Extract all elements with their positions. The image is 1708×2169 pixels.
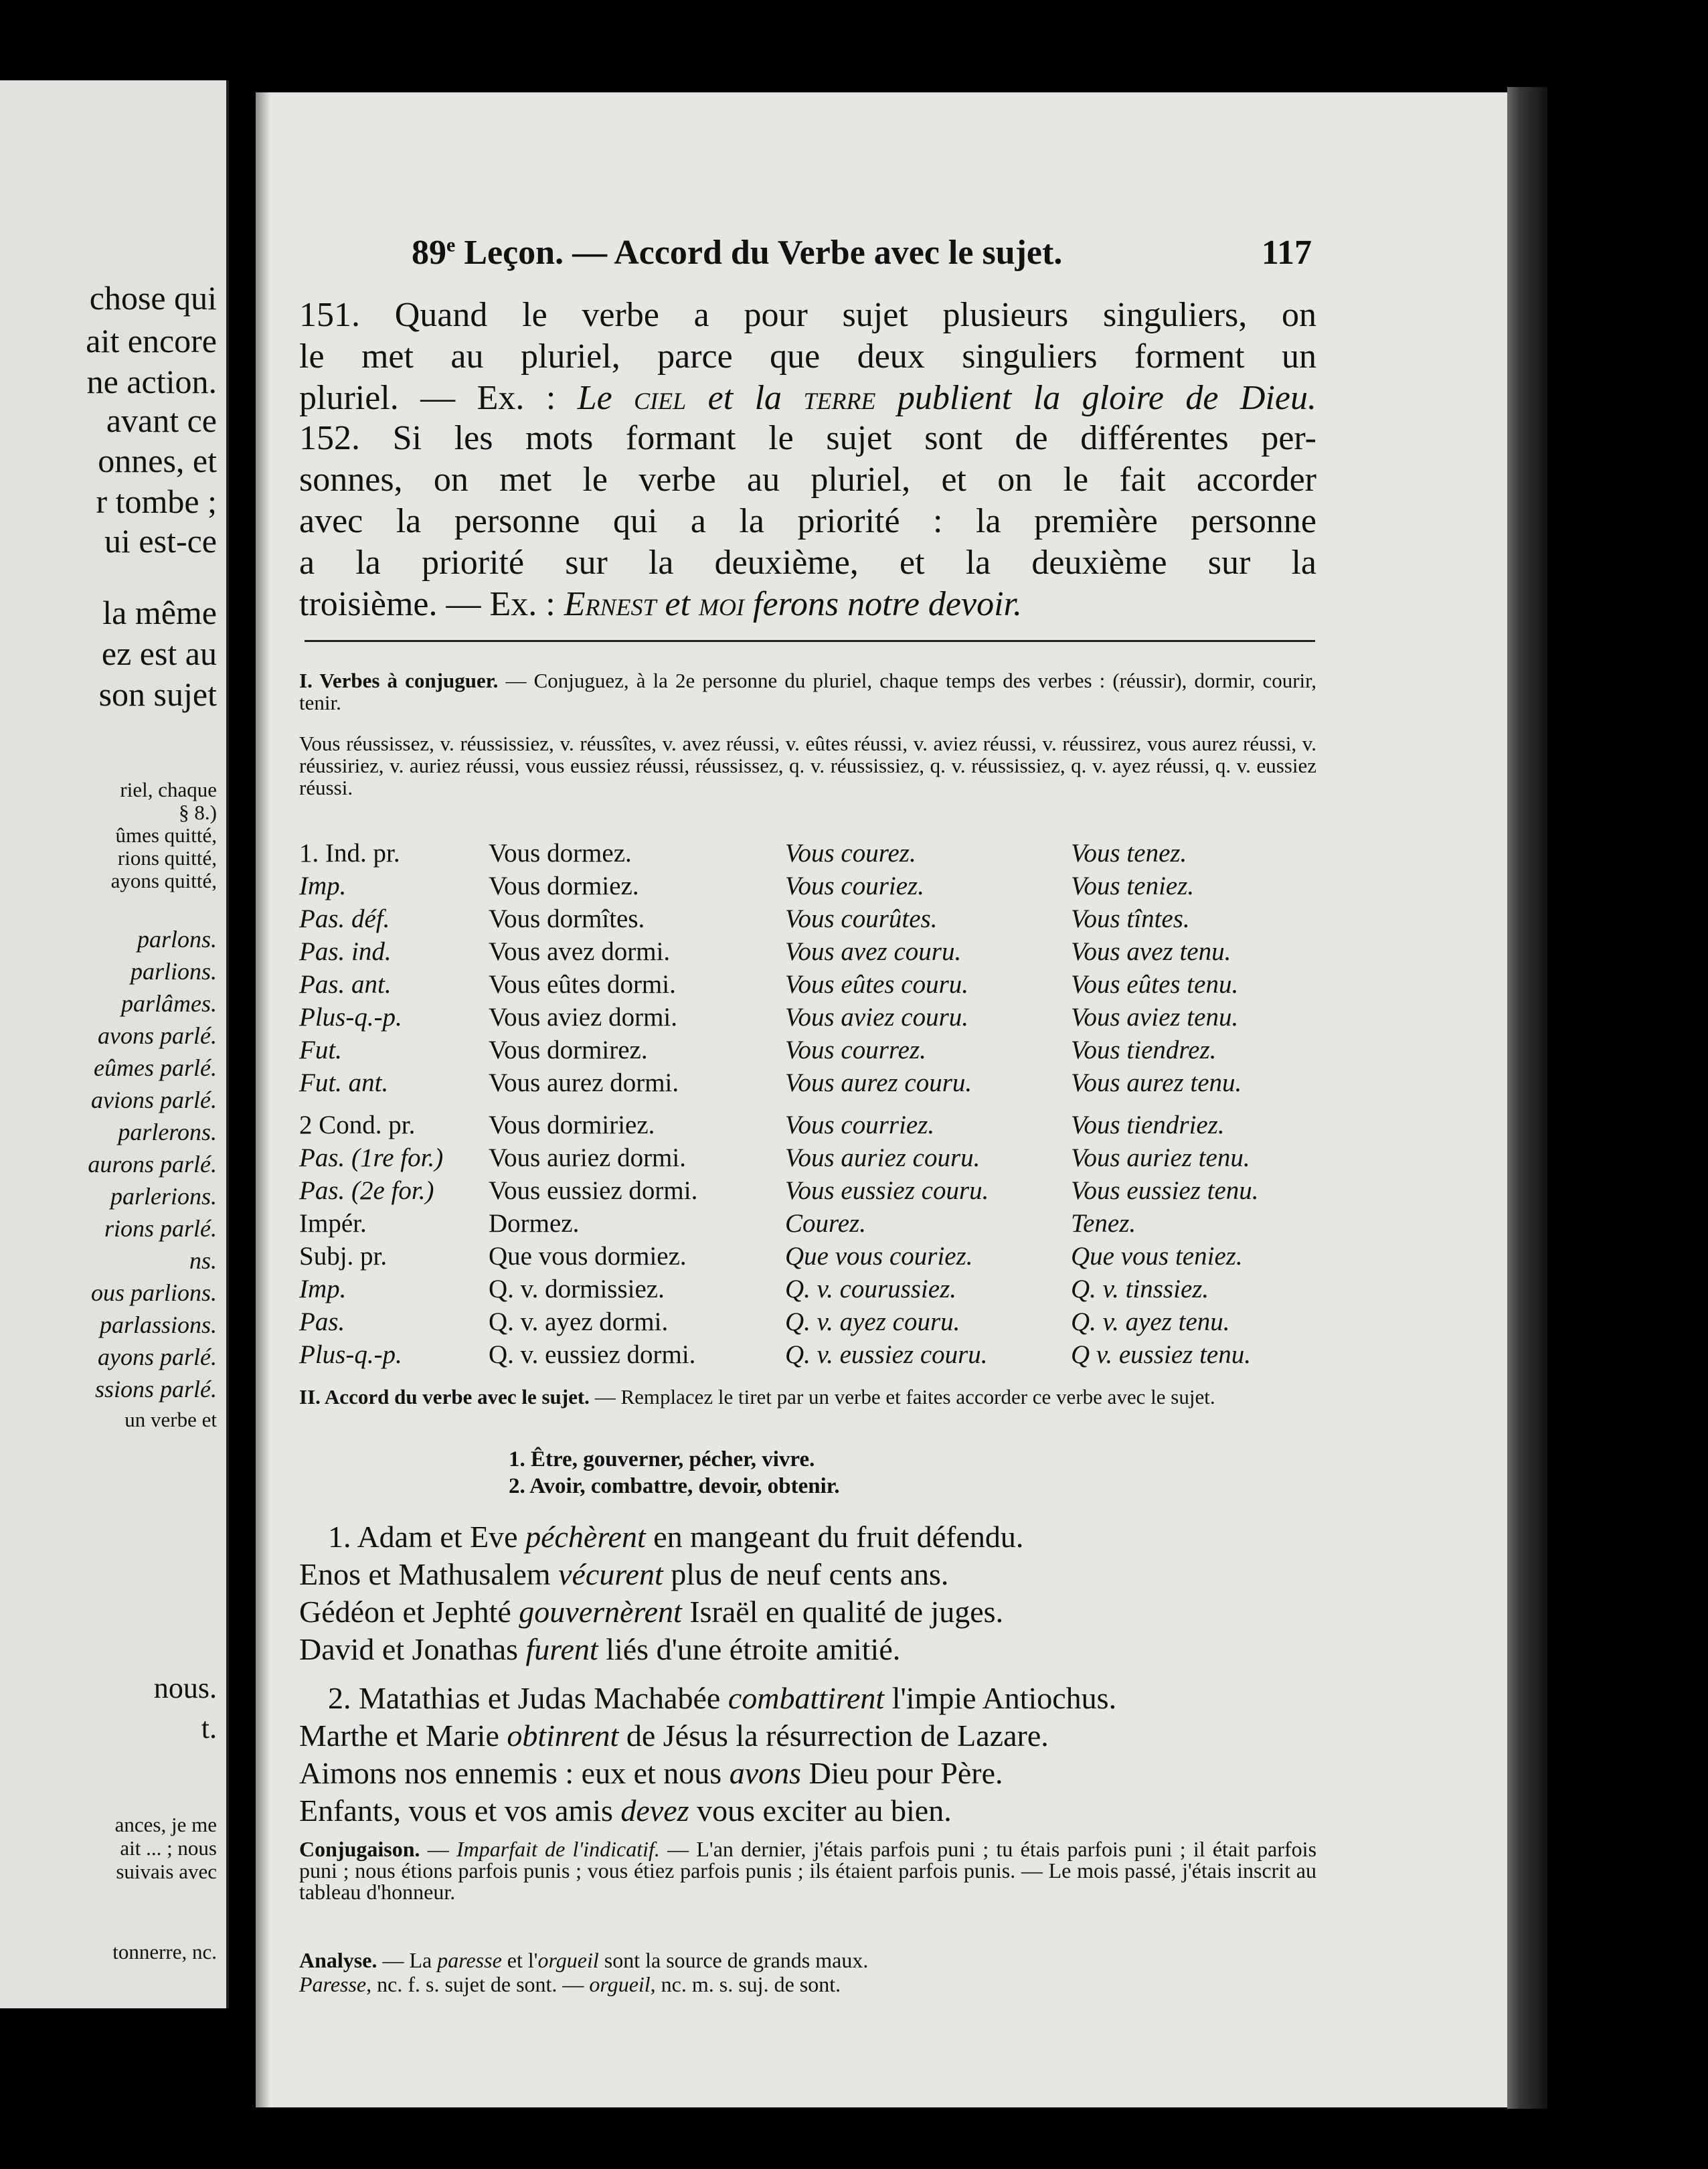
conjugation-row — [299, 1274, 1316, 1305]
left-page-line: ui est-ce — [104, 522, 217, 560]
conjugation-row — [299, 1307, 1316, 1338]
rule-line: le met au pluriel, parce que deux singuliers forment un — [299, 337, 1316, 376]
tense-label: 1. Ind. pr. — [299, 839, 400, 868]
conj-dormir: Que vous dormiez. — [489, 1242, 687, 1271]
example-subject: terre — [803, 379, 876, 417]
sentence-text: plus de neuf cents ans. — [663, 1557, 949, 1591]
left-page-line: parlons. — [137, 926, 217, 953]
conj-dormir: Vous eussiez dormi. — [489, 1176, 698, 1205]
exercise-1-heading: I. Verbes à conjuguer. — [299, 669, 499, 692]
tense-label: Imp. — [299, 1275, 347, 1303]
exercise-2-text: — Remplacez le tiret par un verbe et faites accorder ce verbe avec le sujet. — [589, 1385, 1215, 1409]
sentence-verb: combattirent — [728, 1681, 885, 1715]
left-page-line: ayons quitté, — [110, 869, 217, 892]
exercise-1-instruction — [299, 669, 1316, 714]
tense-label: Pas. ind. — [299, 937, 392, 966]
conj-dormir: Vous dormirez. — [489, 1036, 648, 1064]
left-page-line: la même — [102, 594, 217, 631]
rule-line: sonnes, on met le verbe au pluriel, et on le fait accorder — [299, 461, 1316, 499]
conj-courir: Vous courriez. — [785, 1111, 935, 1139]
conj-dormir: Dormez. — [489, 1209, 580, 1238]
sentence-verb: obtinrent — [507, 1718, 619, 1753]
rule-line: avec la personne qui a la priorité : la première personne — [299, 502, 1316, 540]
sentence-text: Enos et Mathusalem — [299, 1557, 559, 1591]
verb-list-2: 2. Avoir, combattre, devoir, obtenir. — [509, 1474, 840, 1498]
rule-152 — [299, 418, 1316, 625]
example-text: publient la gloire de Dieu. — [875, 379, 1317, 417]
conj-courir: Vous avez couru. — [785, 937, 962, 966]
conj-tenir: Vous avez tenu. — [1071, 937, 1231, 966]
sentence-verb: gouvernèrent — [519, 1595, 682, 1629]
conj-tenir: Vous aviez tenu. — [1071, 1003, 1239, 1032]
conj-dormir: Vous eûtes dormi. — [489, 970, 676, 999]
conj-courir: Vous aurez couru. — [785, 1068, 972, 1097]
left-page-line: chose qui — [89, 279, 217, 317]
sentence-text: 2. Matathias et Judas Machabée — [328, 1681, 728, 1715]
exercise-1-text: — Conjuguez, à la 2e personne du pluriel, chaque temps des verbes : (réussir), dormir, courir, tenir. — [299, 669, 1316, 714]
left-page-line: avions parlé. — [91, 1087, 217, 1113]
tense-label: Pas. (2e for.) — [299, 1176, 434, 1205]
analyse-word: Paresse — [299, 1972, 367, 1996]
conj-courir: Vous courez. — [785, 839, 916, 868]
left-page-line: ûmes quitté, — [115, 823, 217, 847]
conjugation-row — [299, 1208, 1316, 1239]
conj-tenir: Tenez. — [1071, 1209, 1136, 1238]
left-page-line: suivais avec — [116, 1860, 217, 1883]
left-page-line: avons parlé. — [98, 1022, 217, 1049]
conj-dormir: Vous avez dormi. — [489, 937, 671, 966]
sentence-verb: vécurent — [558, 1557, 663, 1591]
rule-example-line — [299, 584, 1316, 625]
left-page-line: parlerons. — [118, 1119, 217, 1145]
conj-dormir: Vous dormiriez. — [489, 1111, 655, 1139]
tense-label: Pas. déf. — [299, 904, 390, 933]
conj-tenir: Q. v. tinssiez. — [1071, 1275, 1209, 1303]
left-page-line: eûmes parlé. — [94, 1054, 217, 1081]
example-sentence — [299, 1717, 1316, 1755]
tense-label: Fut. — [299, 1036, 342, 1064]
example-text: ferons notre devoir. — [744, 585, 1022, 623]
conjugaison-dash: — — [420, 1837, 456, 1861]
conjugation-row — [299, 1176, 1316, 1206]
conj-courir: Q. v. ayez couru. — [785, 1307, 960, 1336]
rule-line: a la priorité sur la deuxième, et la deuxième sur la — [299, 544, 1316, 582]
left-page-line: parlassions. — [99, 1311, 217, 1338]
conj-dormir: Vous auriez dormi. — [489, 1143, 686, 1172]
sentence-text: Gédéon et Jephté — [299, 1595, 519, 1629]
conj-dormir: Vous aurez dormi. — [489, 1068, 679, 1097]
sentence-text: Marthe et Marie — [299, 1718, 507, 1753]
conjugation-row — [299, 838, 1316, 869]
conj-tenir: Vous auriez tenu. — [1071, 1143, 1250, 1172]
sentence-text: de Jésus la résurrection de Lazare. — [618, 1718, 1049, 1753]
lesson-title — [412, 233, 1062, 272]
conj-courir: Vous eussiez couru. — [785, 1176, 989, 1205]
tense-label: Pas. ant. — [299, 970, 392, 999]
conjugation-row — [299, 904, 1316, 935]
exercise-1-model: Vous réussissez, v. réussissiez, v. réussîtes, v. avez réussi, v. eûtes réussi, v. aviez réussi, v. réussirez, vous aurez réussi, v. réussiriez, v. auriez réussi, vous eussiez réussi, réussissez, q. v. réussissiez, q. v. réussissiez, q. v. ayez réussi, q. v. eussiez réussi. — [299, 732, 1316, 799]
conjugation-row — [299, 937, 1316, 967]
left-page-line: parlâmes. — [121, 990, 217, 1017]
sentence-text: liés d'une étroite amitié. — [598, 1632, 901, 1666]
exercise-2-heading: II. Accord du verbe avec le sujet. — [299, 1385, 590, 1409]
analyse-word: paresse — [437, 1948, 502, 1972]
example-sentence — [299, 1792, 1316, 1830]
tense-label: Pas. — [299, 1307, 345, 1336]
sentence-text: Israël en qualité de juges. — [681, 1595, 1004, 1629]
page-edge-shadow — [1507, 87, 1547, 2109]
left-page-line: rions quitté, — [117, 846, 217, 870]
conj-tenir: Vous aurez tenu. — [1071, 1068, 1242, 1097]
conjugation-row — [299, 871, 1316, 902]
sentence-verb: devez — [620, 1793, 689, 1828]
previous-page-fragment — [0, 80, 229, 2008]
example-subject: Ernest — [564, 585, 657, 623]
conj-courir: Vous auriez couru. — [785, 1143, 980, 1172]
conj-courir: Vous aviez couru. — [785, 1003, 969, 1032]
analyse-line-2 — [299, 1974, 1316, 1996]
conjugation-row — [299, 1340, 1316, 1370]
sentence-text: Aimons nos ennemis : eux et nous — [299, 1756, 730, 1790]
conjugation-row — [299, 1143, 1316, 1174]
tense-label: 2 Cond. pr. — [299, 1111, 416, 1139]
conj-courir: Courez. — [785, 1209, 866, 1238]
left-page-line: ous parlions. — [90, 1279, 217, 1306]
left-page-line: tonnerre, nc. — [112, 1940, 217, 1963]
example-subject: moi — [699, 585, 745, 623]
left-page-line: parlions. — [130, 958, 217, 985]
left-page-line: ayons parlé. — [98, 1344, 217, 1370]
conj-tenir: Vous eussiez tenu. — [1071, 1176, 1259, 1205]
analyse-text: — La — [377, 1948, 438, 1972]
conj-tenir: Q. v. ayez tenu. — [1071, 1307, 1230, 1336]
sentence-text: l'impie Antiochus. — [884, 1681, 1117, 1715]
exercise-2-instruction — [299, 1386, 1316, 1408]
analyse-text: sont la source de grands maux. — [598, 1948, 869, 1972]
left-page-line: ne action. — [86, 363, 217, 400]
example-text: et — [656, 585, 699, 623]
conj-dormir: Vous dormiez. — [489, 872, 639, 900]
left-page-line: t. — [201, 1712, 217, 1745]
verb-list-1: 1. Être, gouverner, pécher, vivre. — [509, 1447, 815, 1471]
example-subject: ciel — [634, 379, 687, 417]
analyse-text: , nc. f. s. sujet de sont. — — [366, 1972, 590, 1996]
left-page-line: ns. — [189, 1247, 217, 1274]
conjugation-row — [299, 1068, 1316, 1099]
example-text: et la — [686, 379, 804, 417]
left-page-line: nous. — [153, 1672, 217, 1704]
conj-tenir: Vous tîntes. — [1071, 904, 1190, 933]
lesson-number: 89 — [412, 234, 446, 272]
left-page-line: riel, chaque — [120, 778, 217, 801]
conjugaison-label: Conjugaison. — [299, 1837, 420, 1861]
example-sentence — [299, 1755, 1316, 1792]
left-page-line: ssions parlé. — [94, 1376, 217, 1402]
conj-dormir: Vous aviez dormi. — [489, 1003, 677, 1032]
example-sentence — [299, 1556, 1316, 1593]
conj-dormir: Vous dormez. — [489, 839, 632, 868]
example-sentence — [299, 1631, 1316, 1668]
sentence-text: vous exciter au bien. — [689, 1793, 952, 1828]
sentence-verb: furent — [525, 1632, 598, 1666]
rule-line: 151. Quand le verbe a pour sujet plusieurs singuliers, on — [299, 296, 1316, 334]
analyse-text: , nc. m. s. suj. de sont. — [650, 1972, 841, 1996]
tense-label: Plus-q.-p. — [299, 1340, 402, 1369]
conj-tenir: Q v. eussiez tenu. — [1071, 1340, 1251, 1369]
left-page-line: § 8.) — [179, 801, 217, 824]
conj-tenir: Vous tenez. — [1071, 839, 1187, 868]
conjugation-row — [299, 969, 1316, 1000]
analyse-line-1 — [299, 1949, 1316, 1972]
example-text: Le — [577, 379, 634, 417]
conj-courir: Que vous couriez. — [785, 1242, 973, 1271]
conjugaison-text: — L'an dernier, j'étais parfois puni ; tu étais parfois puni ; il était parfois puni ; nous étions parfois punis ; vous étiez parfois punis ; ils étaient parfois punis. — Le mois passé, j'étais inscrit au tableau d'honneur. — [299, 1837, 1317, 1904]
tense-label: Impér. — [299, 1209, 367, 1238]
rule-line: 152. Si les mots formant le sujet sont de différentes per- — [299, 419, 1316, 457]
left-page-line: rions parlé. — [104, 1215, 217, 1242]
sentence-text: 1. Adam et Eve — [328, 1520, 526, 1554]
conj-courir: Q. v. eussiez couru. — [785, 1340, 988, 1369]
lesson-title-text: Leçon. — Accord du Verbe avec le sujet. — [455, 234, 1063, 272]
sentence-verb: avons — [729, 1756, 802, 1790]
left-page-line: onnes, et — [98, 442, 217, 479]
conj-courir: Q. v. courussiez. — [785, 1275, 956, 1303]
conjugaison-block — [299, 1838, 1316, 1903]
page-number: 117 — [1261, 234, 1312, 272]
conj-courir: Vous courrez. — [785, 1036, 926, 1064]
conjugation-row — [299, 1241, 1316, 1272]
tense-label: Plus-q.-p. — [299, 1003, 402, 1032]
left-page-line: ait ... ; nous — [120, 1836, 217, 1860]
conj-tenir: Que vous teniez. — [1071, 1242, 1243, 1271]
conj-tenir: Vous tiendrez. — [1071, 1036, 1217, 1064]
tense-label: Pas. (1re for.) — [299, 1143, 444, 1172]
page-gutter-shadow — [256, 92, 270, 2107]
rule-text: pluriel. — Ex. : — [299, 379, 578, 417]
analyse-label: Analyse. — [299, 1948, 377, 1972]
tense-label: Subj. pr. — [299, 1242, 388, 1271]
left-page-line: ances, je me — [114, 1813, 217, 1836]
conj-dormir: Vous dormîtes. — [489, 904, 645, 933]
left-page-line: r tombe ; — [96, 483, 217, 520]
conj-dormir: Q. v. eussiez dormi. — [489, 1340, 696, 1369]
left-page-line: ez est au — [101, 635, 217, 672]
conj-dormir: Q. v. dormissiez. — [489, 1275, 665, 1303]
conj-tenir: Vous tiendriez. — [1071, 1111, 1225, 1139]
left-page-line: aurons parlé. — [88, 1151, 217, 1178]
left-page-line: son sujet — [98, 675, 217, 713]
running-head — [412, 233, 1312, 270]
conjugaison-subject: Imparfait de l'indicatif. — [456, 1837, 660, 1861]
lesson-number-sup: e — [446, 234, 456, 256]
analyse-word: orgueil — [537, 1948, 599, 1972]
conj-courir: Vous eûtes couru. — [785, 970, 969, 999]
left-page-line: un verbe et — [124, 1408, 217, 1431]
conj-dormir: Q. v. ayez dormi. — [489, 1307, 669, 1336]
section-divider — [305, 640, 1315, 642]
conj-tenir: Vous eûtes tenu. — [1071, 970, 1239, 999]
analyse-word: orgueil — [589, 1972, 651, 1996]
sentence-text: en mangeant du fruit défendu. — [645, 1520, 1024, 1554]
conj-tenir: Vous teniez. — [1071, 872, 1195, 900]
rule-example-line — [299, 378, 1316, 419]
conjugation-row — [299, 1035, 1316, 1066]
sentence-text: Enfants, vous et vos amis — [299, 1793, 621, 1828]
tense-label: Fut. ant. — [299, 1068, 389, 1097]
conjugation-row — [299, 1002, 1316, 1033]
sentence-verb: péchèrent — [525, 1520, 646, 1554]
conj-courir: Vous couriez. — [785, 872, 924, 900]
left-page-line: avant ce — [106, 402, 217, 439]
example-sentence — [328, 1680, 1345, 1717]
analyse-text: et l' — [501, 1948, 538, 1972]
rule-151 — [299, 295, 1316, 419]
tense-label: Imp. — [299, 872, 347, 900]
sentence-text: Dieu pour Père. — [801, 1756, 1003, 1790]
rule-text: troisième. — Ex. : — [299, 585, 564, 623]
left-page-line: ait encore — [86, 322, 217, 359]
conjugation-row — [299, 1110, 1316, 1141]
example-sentence — [328, 1518, 1345, 1556]
sentence-text: David et Jonathas — [299, 1632, 526, 1666]
example-sentence — [299, 1593, 1316, 1631]
conj-courir: Vous courûtes. — [785, 904, 938, 933]
left-page-line: parlerions. — [110, 1183, 217, 1210]
